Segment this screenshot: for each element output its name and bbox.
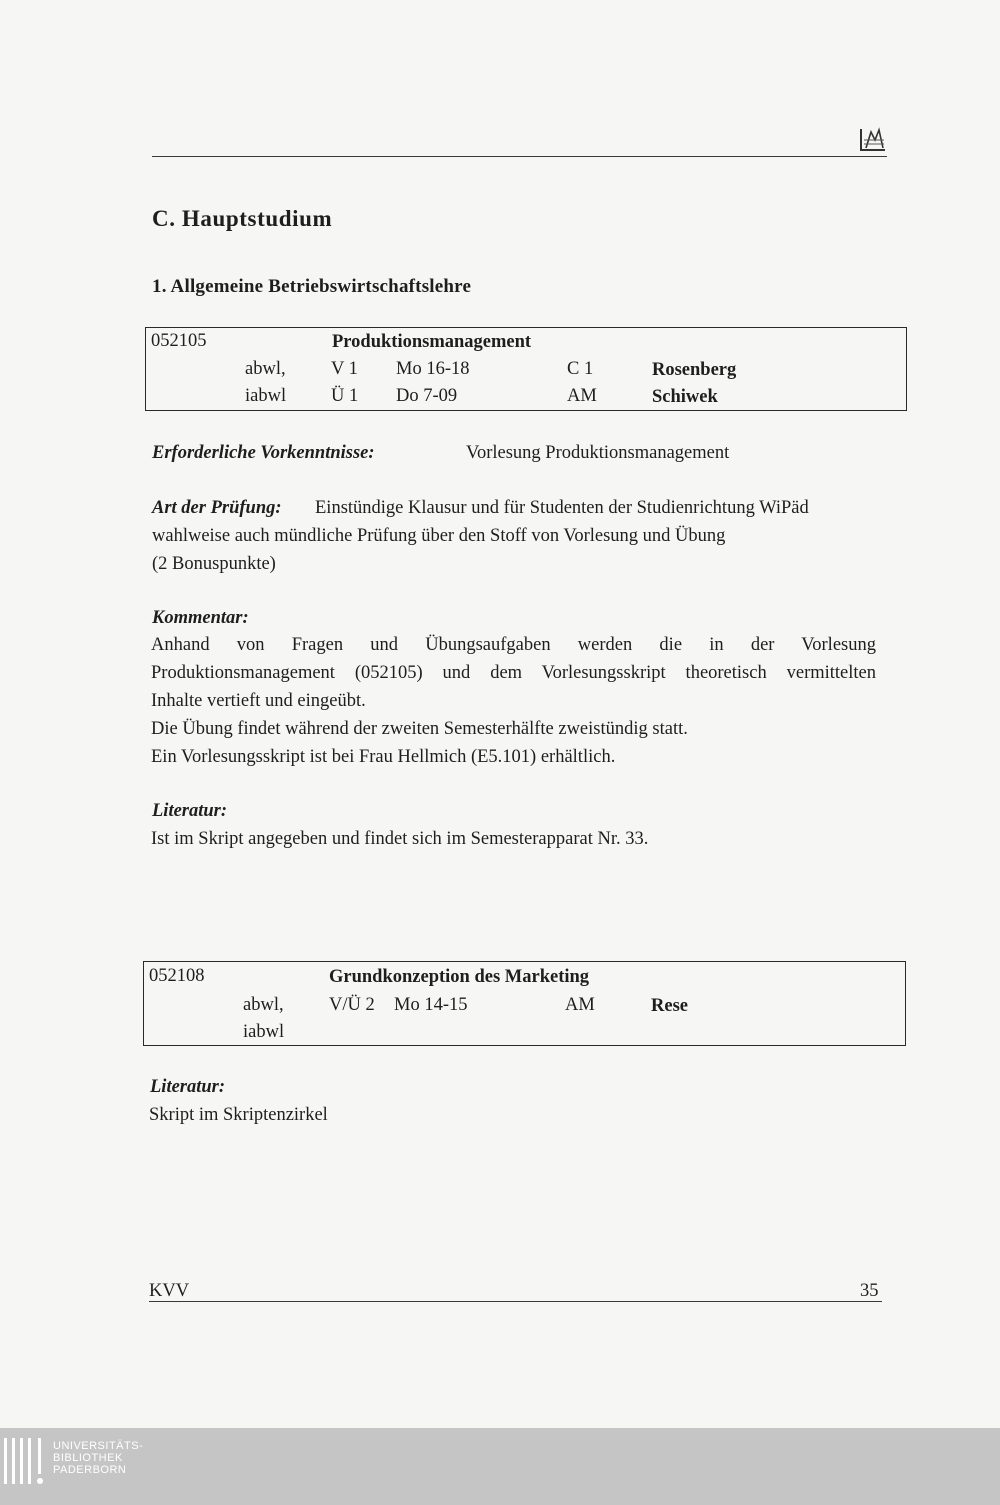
- course-title: Produktionsmanagement: [332, 332, 532, 352]
- literature-label: Literatur:: [152, 801, 228, 821]
- course-room: AM: [565, 995, 595, 1015]
- course-time: Do 7-09: [396, 386, 458, 406]
- page-number: 35: [860, 1281, 879, 1301]
- section-title: C. Hauptstudium: [152, 206, 333, 231]
- literature-label: Literatur:: [150, 1077, 226, 1097]
- course-type: V/Ü 2: [329, 995, 375, 1015]
- library-dot-icon: [37, 1478, 43, 1484]
- literature-text: Ist im Skript angegeben und findet sich im Semesterapparat Nr. 33.: [151, 829, 649, 849]
- exam-text: Einstündige Klausur und für Studenten der Studienrichtung WiPäd: [315, 498, 809, 518]
- course-lecturer: Rese: [651, 996, 688, 1016]
- footer-left: KVV: [149, 1281, 190, 1301]
- course-room: AM: [567, 386, 597, 406]
- course-type: V 1: [331, 359, 358, 379]
- exam-label: Art der Prüfung:: [152, 498, 282, 518]
- library-name-line3: PADERBORN: [53, 1464, 127, 1476]
- comment-line: Anhand von Fragen und Übungsaufgaben werden die in der Vorlesung: [151, 635, 876, 655]
- comment-line: Inhalte vertieft und eingeübt.: [151, 691, 366, 711]
- literature-text: Skript im Skriptenzirkel: [149, 1105, 328, 1125]
- library-name-line2: BIBLIOTHEK: [53, 1452, 123, 1464]
- comment-line: Produktionsmanagement (052105) und dem Vorlesungsskript theoretisch vermittelten: [151, 663, 876, 683]
- header-rule: [152, 156, 887, 157]
- footer-rule: [149, 1301, 882, 1302]
- course-group: iabwl: [243, 1022, 285, 1042]
- course-group: abwl,: [243, 995, 284, 1015]
- comment-line: Die Übung findet während der zweiten Semesterhälfte zweistündig statt.: [151, 719, 688, 739]
- course-group: iabwl: [245, 386, 287, 406]
- course-room: C 1: [567, 359, 594, 379]
- exam-text: (2 Bonuspunkte): [152, 554, 276, 574]
- course-title: Grundkonzeption des Marketing: [329, 967, 590, 987]
- library-name-line1: UNIVERSITÄTS-: [53, 1440, 144, 1452]
- course-number: 052105: [151, 331, 207, 351]
- course-number: 052108: [149, 966, 205, 986]
- comment-label: Kommentar:: [152, 608, 249, 628]
- prereq-label: Erforderliche Vorkenntnisse:: [152, 443, 375, 463]
- course-lecturer: Schiwek: [652, 387, 718, 407]
- course-group: abwl,: [245, 359, 286, 379]
- prereq-value: Vorlesung Produktionsmanagement: [466, 443, 730, 463]
- library-footer: [0, 1428, 1000, 1505]
- course-time: Mo 16-18: [396, 359, 470, 379]
- comment-line: Ein Vorlesungsskript ist bei Frau Hellmich (E5.101) erhältlich.: [151, 747, 616, 767]
- course-time: Mo 14-15: [394, 995, 468, 1015]
- corner-logo-icon: [858, 126, 888, 154]
- exam-text: wahlweise auch mündliche Prüfung über den Stoff von Vorlesung und Übung: [152, 526, 726, 546]
- subsection-title: 1. Allgemeine Betriebswirtschaftslehre: [152, 276, 472, 297]
- course-type: Ü 1: [331, 386, 359, 406]
- course-lecturer: Rosenberg: [652, 360, 737, 380]
